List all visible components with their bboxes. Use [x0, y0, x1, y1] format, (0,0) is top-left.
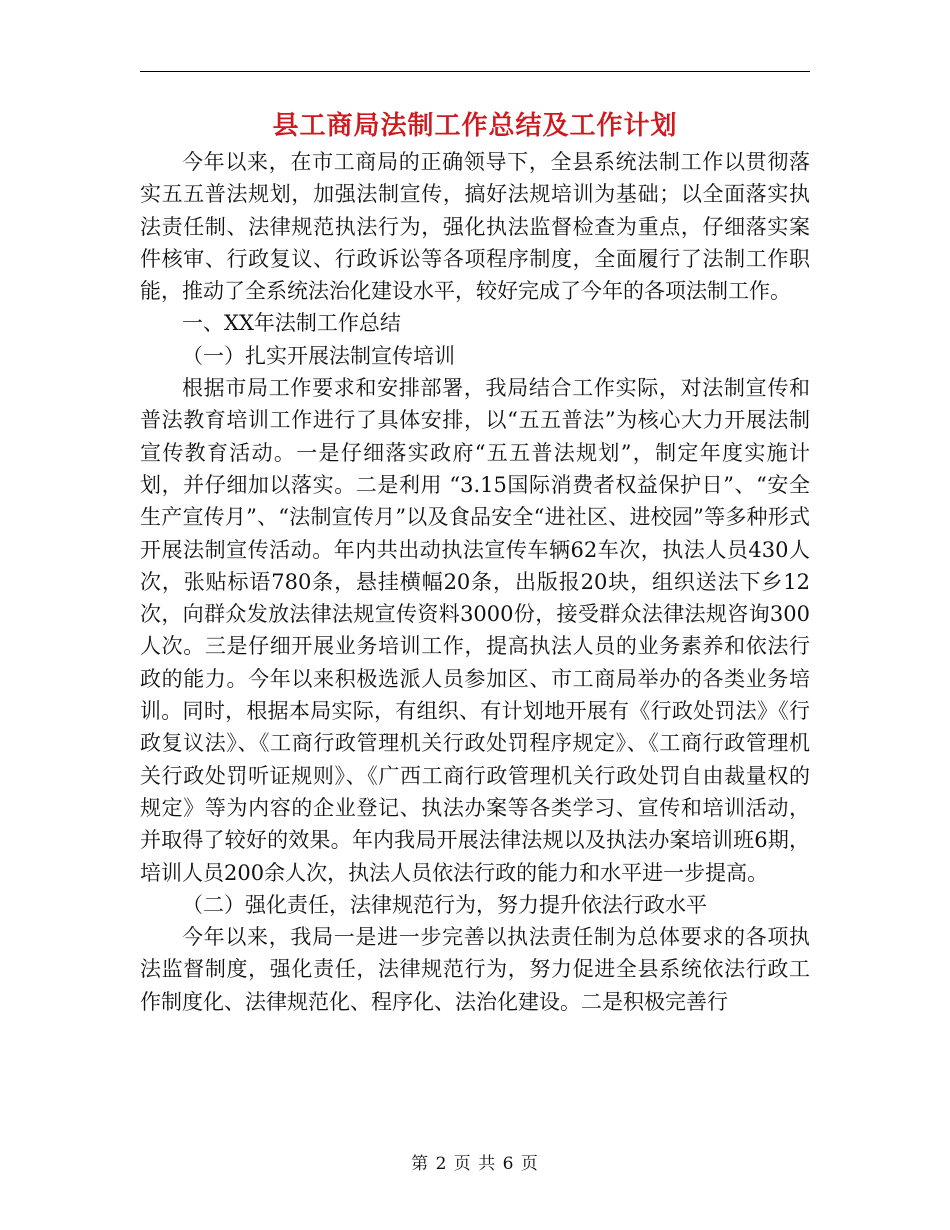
page-number-footer: 第 2 页 共 6 页: [411, 1154, 539, 1174]
document-body: [140, 146, 810, 1018]
subsection-heading-2: （二）强化责任，法律规范行为，努力提升依法行政水平: [182, 892, 707, 917]
section-heading-1: 一、XX年法制工作总结: [182, 311, 401, 336]
subsection-body-1: 根据市局工作要求和安排部署，我局结合工作实际，对法制宣传和普法教育培训工作进行了具体安排，以“五五普法”为核心大力开展法制宣传教育活动。一是仔细落实政府“五五普法规划”，制定年度实施计划，并仔细加以落实。二是利用 “3.15国际消费者权益保护日”、“安全生产宣传月”、“法制宣传月”以及食品安全“进社区、进校园”等多种形式开展法制宣传活动。年内共出动执法宣传车辆62车次，执法人员430人次，张贴标语780条，悬挂横幅20条，出版报20块，组织送法下乡12次，向群众发放法律法规宣传资料3000份，接受群众法律法规咨询300人次。三是仔细开展业务培训工作，提高执法人员的业务素养和依法行政的能力。今年以来积极选派人员参加区、市工商局举办的各类业务培训。同时，根据本局实际，有组织、有计划地开展有《行政处罚法》《行政复议法》、《工商行政管理机关行政处罚程序规定》、《工商行政管理机关行政处罚听证规则》、《广西工商行政管理机关行政处罚自由裁量权的规定》等为内容的企业登记、执法办案等各类学习、宣传和培训活动，并取得了较好的效果。年内我局开展法律法规以及执法办案培训班6期，培训人员200余人次，执法人员依法行政的能力和水平进一步提高。: [140, 376, 810, 885]
header-rule: [140, 71, 810, 72]
intro-paragraph: 今年以来，在市工商局的正确领导下，全县系统法制工作以贯彻落实五五普法规划，加强法制宣传，搞好法规培训为基础；以全面落实执法责任制、法律规范执法行为，强化执法监督检查为重点，仔细落实案件核审、行政复议、行政诉讼等各项程序制度，全面履行了法制工作职能，推动了全系统法治化建设水平，较好完成了今年的各项法制工作。: [140, 150, 810, 304]
subsection-body-2: 今年以来，我局一是进一步完善以执法责任制为总体要求的各项执法监督制度，强化责任，法律规范行为，努力促进全县系统依法行政工作制度化、法律规范化、程序化、法治化建设。二是积极完善行: [140, 925, 810, 1014]
subsection-heading-1: （一）扎实开展法制宣传培训: [182, 343, 455, 368]
document-title: 县工商局法制工作总结及工作计划: [272, 111, 678, 141]
